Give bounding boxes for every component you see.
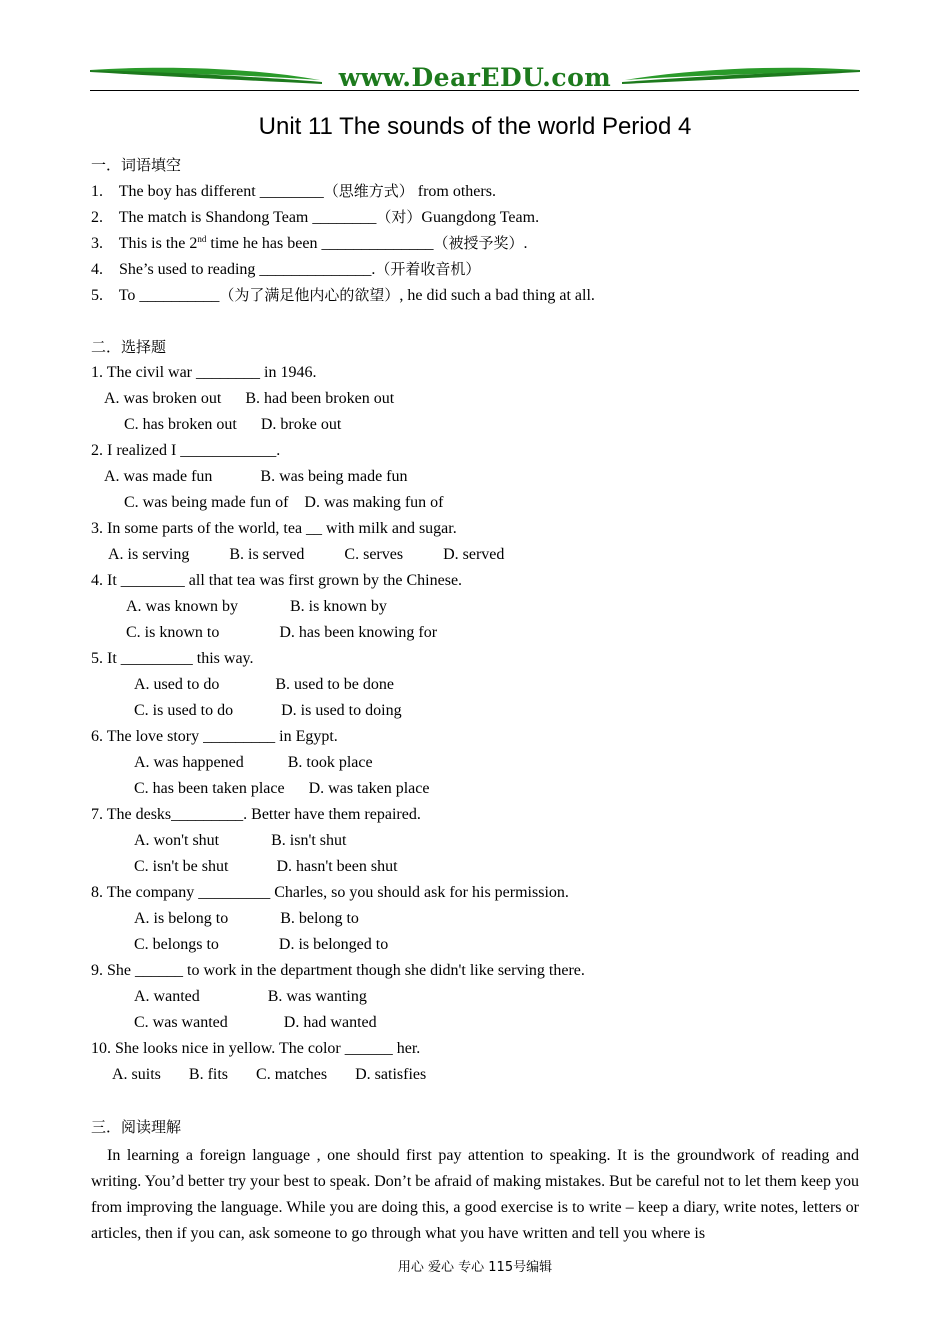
item-hint: （对） xyxy=(376,208,422,226)
fill-item-5 xyxy=(91,285,595,306)
section3-heading: 三．阅读理解 xyxy=(91,1118,182,1136)
question-5: 5. It _________ this way. xyxy=(91,650,254,667)
question-7: 7. The desks_________. Better have them repaired. xyxy=(91,806,421,823)
section1-heading: 一．词语填空 xyxy=(91,156,182,174)
item-number: 3. xyxy=(91,235,103,252)
question-9-options-a: A. wanted B. was wanting xyxy=(134,988,367,1005)
question-4: 4. It ________ all that tea was first grown by the Chinese. xyxy=(91,572,463,589)
question-10: 10. She looks nice in yellow. The color ______ her. xyxy=(91,1040,421,1057)
item-number: 4. xyxy=(91,261,103,278)
item-superscript: nd xyxy=(197,234,207,244)
page-title: Unit 11 The sounds of the world Period 4 xyxy=(258,113,692,140)
question-1: 1. The civil war ________ in 1946. xyxy=(91,364,317,381)
fill-item-2 xyxy=(91,207,539,228)
question-1-options-a: A. was broken out B. had been broken out xyxy=(104,390,395,407)
item-hint: （为了满足他内心的欲望） xyxy=(219,286,400,304)
item-text: The match is Shandong Team ________ xyxy=(118,209,377,226)
item-hint: （开着收音机） xyxy=(375,260,481,278)
item-text: To __________ xyxy=(118,287,220,304)
item-text-after: . xyxy=(523,235,528,252)
question-5-options-a: A. used to do B. used to be done xyxy=(134,676,394,693)
banner-site-name: www.DearEDU.com xyxy=(338,63,612,92)
item-text: She’s used to reading ______________. xyxy=(119,261,376,278)
item-text-after: , he did such a bad thing at all. xyxy=(399,287,595,304)
question-10-options: A. suits B. fits C. matches D. satisfies xyxy=(112,1066,427,1083)
header-rule xyxy=(90,90,859,91)
item-number: 5. xyxy=(91,287,103,304)
item-number: 2. xyxy=(91,209,103,226)
question-6-options-a: A. was happened B. took place xyxy=(134,754,373,771)
question-6: 6. The love story _________ in Egypt. xyxy=(91,728,338,745)
section2-heading: 二．选择题 xyxy=(91,338,167,356)
question-7-options-a: A. won't shut B. isn't shut xyxy=(134,832,347,849)
item-hint: （思维方式） xyxy=(323,182,414,200)
item-hint: （被授予奖） xyxy=(433,234,524,252)
fill-item-1 xyxy=(91,181,496,202)
question-3-options: A. is serving B. is served C. serves D. served xyxy=(108,546,505,563)
question-1-options-b: C. has broken out D. broke out xyxy=(124,416,342,433)
question-8-options-a: A. is belong to B. belong to xyxy=(134,910,359,927)
question-7-options-b: C. isn't be shut D. hasn't been shut xyxy=(134,858,398,875)
item-text: This is the 2 xyxy=(118,235,198,252)
question-9: 9. She ______ to work in the department though she didn't like serving there. xyxy=(91,962,585,979)
question-2: 2. I realized I ____________. xyxy=(91,442,281,459)
fill-item-3 xyxy=(91,233,527,254)
question-8: 8. The company _________ Charles, so you should ask for his permission. xyxy=(91,884,569,901)
reading-passage: In learning a foreign language , one should first pay attention to speaking. It is the groundwork of reading and writing. You’d better try your best to speak. Don’t be afraid of making mistakes. But be careful not to let them keep you from improving the language. While you are doing this, a good exercise is to write – keep a diary, write notes, letters or articles, then if you can, ask someone to go through what you have written and tell you where is xyxy=(91,1147,859,1242)
question-3: 3. In some parts of the world, tea __ with milk and sugar. xyxy=(91,520,457,537)
question-4-options-a: A. was known by B. is known by xyxy=(126,598,387,615)
question-8-options-b: C. belongs to D. is belonged to xyxy=(134,936,389,953)
question-2-options-a: A. was made fun B. was being made fun xyxy=(104,468,408,485)
question-9-options-b: C. was wanted D. had wanted xyxy=(134,1014,377,1031)
item-number: 1. xyxy=(91,183,103,200)
question-5-options-b: C. is used to do D. is used to doing xyxy=(134,702,402,719)
question-2-options-b: C. was being made fun of D. was making fun of xyxy=(124,494,444,511)
item-text-after: Guangdong Team. xyxy=(421,209,540,226)
question-6-options-b: C. has been taken place D. was taken place xyxy=(134,780,430,797)
item-text: The boy has different ________ xyxy=(118,183,324,200)
item-text-mid: time he has been ______________ xyxy=(206,235,434,252)
item-text-after: from others. xyxy=(413,183,496,200)
fill-item-4 xyxy=(91,259,480,280)
page-footer: 用心 爱心 专心 115号编辑 xyxy=(397,1260,553,1275)
question-4-options-b: C. is known to D. has been knowing for xyxy=(126,624,438,641)
